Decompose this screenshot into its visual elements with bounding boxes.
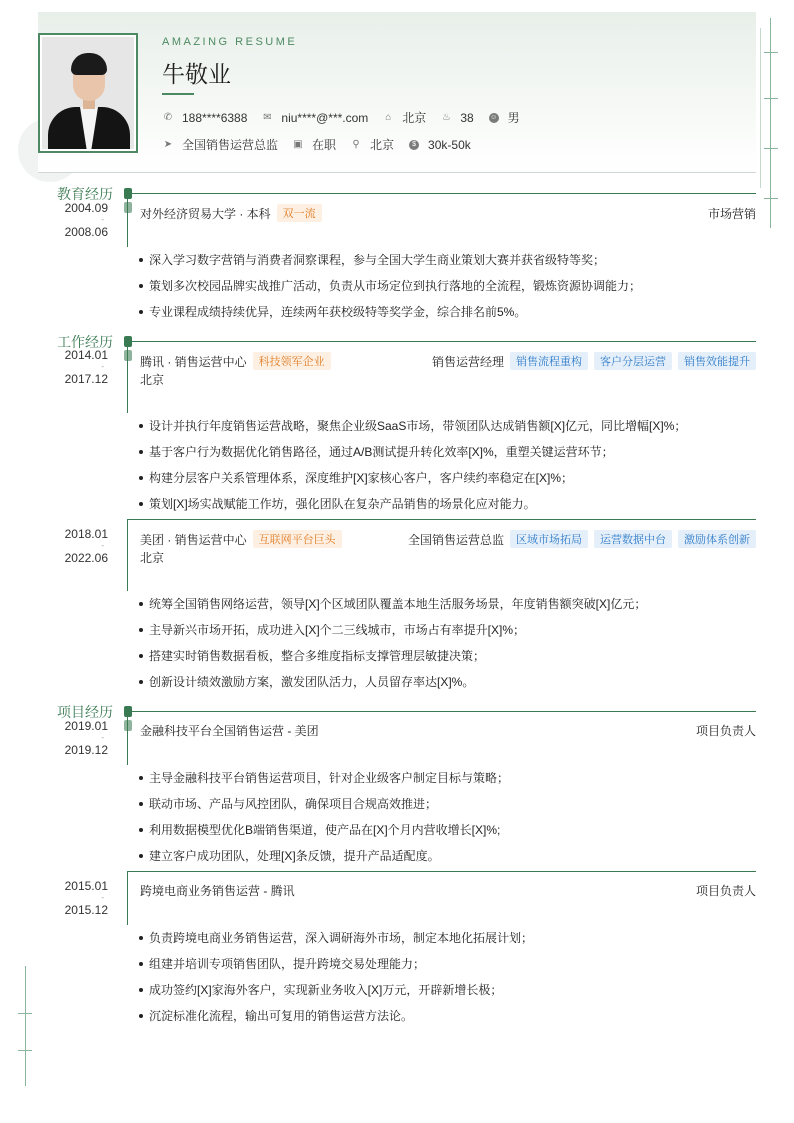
list-item: 策划[X]场实战赋能工作坊，强化团队在复杂产品销售的场景化应对能力。 [138, 491, 758, 517]
entry-line [128, 871, 756, 872]
work-location: 北京 [140, 551, 165, 565]
intent-row [162, 136, 485, 153]
intent-status: ▣ 在职 [293, 138, 337, 152]
decorative-line [770, 18, 771, 228]
project-entry-header [140, 722, 756, 739]
skill-tag: 激励体系创新 [678, 530, 756, 548]
avatar [42, 37, 134, 149]
date-separator: - [101, 215, 104, 224]
company-name: 美团 · 销售运营中心 [140, 532, 247, 547]
decorative-tick [764, 98, 778, 99]
work-location: 北京 [140, 373, 165, 387]
list-item: 统筹全国销售网络运营，领导[X]个区域团队覆盖本地生活服务场景，年度销售额突破[X]亿元； [138, 591, 758, 617]
education-bullets [138, 247, 758, 325]
date-start: 2004.09 [64, 201, 108, 215]
decorative-tick [18, 1050, 32, 1051]
decorative-line [25, 966, 26, 1086]
timeline-line [127, 871, 128, 925]
school-name: 对外经济贸易大学 · 本科 [140, 206, 271, 221]
list-item: 负责跨境电商业务销售运营，深入调研海外市场，制定本地化拓展计划； [138, 925, 758, 951]
project-bullets [138, 925, 758, 1029]
list-item: 主导新兴市场开拓，成功进入[X]个二三线城市，市场占有率提升[X]%； [138, 617, 758, 643]
company-tag: 互联网平台巨头 [253, 530, 342, 548]
contact-gender: ☺ 男 [488, 109, 520, 126]
date-start: 2019.01 [64, 719, 108, 733]
list-item: 沉淀标准化流程，输出可复用的销售运营方法论。 [138, 1003, 758, 1029]
candidate-name: 牛敬业 [162, 62, 231, 88]
list-item: 基于客户行为数据优化销售路径，通过A/B测试提升转化效率[X]%，重塑关键运营环节； [138, 439, 758, 465]
section-line [128, 193, 756, 194]
list-item: 联动市场、产品与风控团队，确保项目合规高效推进； [138, 791, 758, 817]
date-separator: - [101, 362, 104, 371]
tagline: AMAZING RESUME [162, 36, 298, 48]
list-item: 成功签约[X]家海外客户，实现新业务收入[X]万元，开辟新增长极； [138, 977, 758, 1003]
timeline-line [127, 519, 128, 591]
section-title-education: 教育经历 [57, 187, 113, 203]
timeline-node [124, 336, 132, 347]
timeline-line [127, 347, 128, 413]
list-item: 组建并培训专项销售团队，提升跨境交易处理能力； [138, 951, 758, 977]
profile-photo [38, 33, 138, 153]
list-item: 主导金融科技平台销售运营项目，针对企业级客户制定目标与策略； [138, 765, 758, 791]
mail-icon: ✉ [263, 111, 272, 123]
intent-city: ⚲ 北京 [350, 136, 394, 153]
section-title-projects: 项目经历 [57, 705, 113, 721]
skill-tag: 区域市场拓局 [510, 530, 588, 548]
list-item: 构建分层客户关系管理体系，深度维护[X]家核心客户，客户续约率稳定在[X]%； [138, 465, 758, 491]
list-item: 专业课程成绩持续优异，连续两年获校级特等奖学金，综合排名前5%。 [138, 299, 758, 325]
contact-phone: ✆ 188****6388 [163, 110, 248, 125]
briefcase-icon: ▣ [293, 138, 303, 150]
phone-icon: ✆ [163, 111, 173, 123]
skill-tag: 运营数据中台 [594, 530, 672, 548]
work-entry-header [140, 530, 756, 548]
contact-email: ✉ niu****@***.com [263, 110, 369, 125]
date-end: 2022.06 [64, 551, 108, 565]
project-role: 项目负责人 [695, 884, 756, 898]
decorative-tick [764, 148, 778, 149]
project-name: 金融科技平台全国销售运营 - 美团 [140, 724, 319, 738]
timeline-node [124, 188, 132, 199]
timeline-line [127, 717, 128, 765]
header-divider [38, 172, 756, 173]
job-title: 销售运营经理 [431, 354, 504, 369]
contact-age: ♨ 38 [441, 110, 474, 125]
decorative-tick [764, 52, 778, 53]
skill-tag: 销售效能提升 [678, 352, 756, 370]
list-item: 策划多次校园品牌实战推广活动，负责从市场定位到执行落地的全流程，锻炼资源协调能力； [138, 273, 758, 299]
project-bullets [138, 765, 758, 869]
date-start: 2018.01 [64, 527, 108, 541]
project-role: 项目负责人 [695, 724, 756, 738]
date-end: 2019.12 [64, 743, 108, 757]
job-title: 全国销售运营总监 [407, 532, 504, 547]
intent-position: ➤ 全国销售运营总监 [163, 138, 279, 152]
education-entry-header [140, 204, 756, 222]
contact-row [162, 109, 534, 126]
project-entry-header [140, 882, 756, 899]
school-tag: 双一流 [277, 204, 322, 222]
gender-icon: ☺ [490, 114, 498, 121]
section-line [128, 341, 756, 342]
skill-tag: 客户分层运营 [594, 352, 672, 370]
major: 市场营销 [707, 206, 756, 221]
company-tag: 科技领军企业 [253, 352, 331, 370]
list-item: 设计并执行年度销售运营战略，聚焦企业级SaaS市场，带领团队达成销售额[X]亿元，同比增幅[X]%； [138, 413, 758, 439]
date-end: 2008.06 [64, 225, 108, 239]
list-item: 深入学习数字营销与消费者洞察课程，参与全国大学生商业策划大赛并获省级特等奖； [138, 247, 758, 273]
list-item: 创新设计绩效激励方案，激发团队活力，人员留存率达[X]%。 [138, 669, 758, 695]
date-end: 2017.12 [64, 372, 108, 386]
section-line [128, 711, 756, 712]
timeline-node [124, 350, 132, 361]
home-icon: ⌂ [385, 111, 392, 123]
intent-salary: $ 30k-50k [408, 138, 471, 152]
date-separator: - [101, 733, 104, 742]
date-start: 2014.01 [64, 348, 108, 362]
skill-tag: 销售流程重构 [510, 352, 588, 370]
timeline-node [124, 720, 132, 731]
name-underline [162, 93, 194, 95]
date-separator: - [101, 893, 104, 902]
entry-line [128, 519, 756, 520]
list-item: 搭建实时销售数据看板，整合多维度指标支撑管理层敏捷决策； [138, 643, 758, 669]
cake-icon: ♨ [441, 111, 451, 123]
decorative-tick [18, 1013, 32, 1014]
decorative-tick [764, 198, 778, 199]
timeline-node [124, 706, 132, 717]
timeline-node [124, 202, 132, 213]
section-title-work: 工作经历 [57, 335, 113, 351]
list-item: 建立客户成功团队，处理[X]条反馈，提升产品适配度。 [138, 843, 758, 869]
send-icon: ➤ [163, 138, 173, 150]
location-pin-icon: ⚲ [352, 138, 360, 150]
work-bullets [138, 591, 758, 695]
decorative-line [760, 28, 761, 188]
contact-home: ⌂ 北京 [382, 109, 426, 126]
date-start: 2015.01 [64, 879, 108, 893]
date-end: 2015.12 [64, 903, 108, 917]
list-item: 利用数据模型优化B端销售渠道，使产品在[X]个月内营收增长[X]%; [138, 817, 758, 843]
date-separator: - [101, 541, 104, 550]
company-name: 腾讯 · 销售运营中心 [140, 354, 247, 369]
timeline-line [127, 199, 128, 247]
work-bullets [138, 413, 758, 517]
salary-icon: $ [408, 139, 420, 151]
work-entry-header [140, 352, 756, 370]
project-name: 跨境电商业务销售运营 - 腾讯 [140, 884, 295, 898]
